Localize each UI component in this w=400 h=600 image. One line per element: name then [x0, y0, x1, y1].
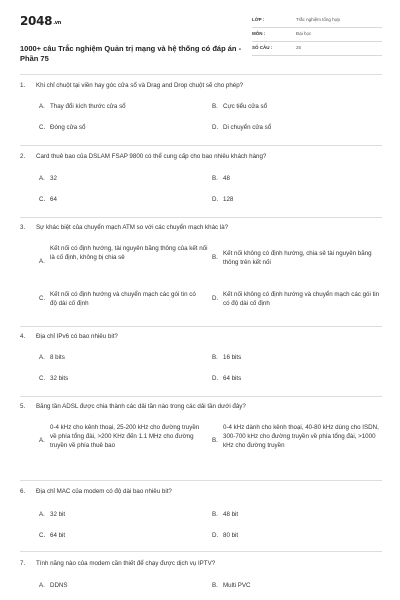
- option-text: DDNS: [50, 582, 68, 589]
- option-text: Kết nối có định hướng và chuyển mạch các gói tin có độ dài cố định: [50, 291, 196, 307]
- option-letter: B.: [212, 175, 218, 182]
- option-letter: A.: [39, 354, 45, 361]
- option-letter: A.: [39, 582, 45, 589]
- question-4: [20, 333, 382, 393]
- question-7: [20, 560, 382, 600]
- divider: [20, 396, 382, 397]
- question-text: [20, 82, 243, 89]
- meta-row-class: [252, 14, 382, 28]
- question-number: 3.: [20, 224, 26, 231]
- option-letter: A.: [39, 258, 45, 265]
- option-letter: D.: [212, 532, 219, 539]
- option-letter: D.: [212, 196, 219, 203]
- question-5: [20, 403, 382, 478]
- divider: [20, 145, 382, 146]
- option-letter: C.: [39, 532, 46, 539]
- question-label: Tính năng nào của modem cần thiết để chạy được dịch vụ IPTV?: [36, 560, 216, 567]
- option-text: Di chuyển cửa sổ: [223, 124, 272, 131]
- question-text: [20, 153, 266, 160]
- option-text: Thay đổi kích thước cửa sổ: [50, 103, 126, 110]
- meta-label: MÔN :: [252, 31, 266, 36]
- page-title: 1000+ câu Trắc nghiệm Quản trị mạng và hệ thống có đáp án - Phần 75: [20, 44, 242, 63]
- question-number: 6.: [20, 488, 26, 495]
- option-text: 64 bit: [50, 532, 66, 539]
- divider: [20, 326, 382, 327]
- question-label: Địa chỉ MAC của modem có độ dài bao nhiêu bit?: [36, 488, 172, 495]
- option-letter: B.: [212, 103, 218, 110]
- option-letter: C.: [39, 196, 46, 203]
- option-text: Cực tiểu cửa sổ: [223, 103, 268, 110]
- option-text: Kết nối không có định hướng và chuyển mạch các gói tin có độ dài cố định: [223, 291, 380, 307]
- option-text: 128: [223, 196, 234, 203]
- question-3: [20, 224, 382, 324]
- option-text: 32 bit: [50, 511, 66, 518]
- question-label: Card thuê bao của DSLAM FSAP 9800 có thể cung cấp cho bao nhiêu khách hàng?: [36, 153, 267, 160]
- meta-value: Trắc nghiệm tổng hợp: [296, 17, 341, 22]
- meta-value: Đại học: [296, 31, 312, 36]
- question-label: Băng tần ADSL được chia thành các dải tần nào trong các dải tần dưới đây?: [36, 403, 246, 410]
- option-text: 48: [223, 175, 230, 182]
- question-text: [20, 224, 228, 231]
- option-letter: B.: [212, 437, 218, 444]
- option-letter: D.: [212, 375, 219, 382]
- question-text: [20, 488, 172, 495]
- question-6: [20, 488, 382, 548]
- meta-table: [252, 14, 382, 56]
- option-letter: B.: [212, 354, 218, 361]
- logo-suffix: .vn: [53, 20, 62, 26]
- question-1: [20, 82, 382, 142]
- divider: [20, 74, 382, 75]
- option-text: 8 bits: [50, 354, 65, 361]
- option-text: 64 bits: [223, 375, 242, 382]
- option-text: 80 bit: [223, 532, 239, 539]
- option-letter: D.: [212, 295, 219, 302]
- question-text: [20, 560, 215, 567]
- option-letter: C.: [39, 375, 46, 382]
- question-number: 5.: [20, 403, 26, 410]
- document-header: [20, 14, 382, 64]
- option-text: 64: [50, 196, 57, 203]
- option-letter: B.: [212, 254, 218, 261]
- option-text: 32: [50, 175, 57, 182]
- option-letter: A.: [39, 437, 45, 444]
- divider: [20, 551, 382, 552]
- meta-row-subject: [252, 28, 382, 42]
- option-text: 16 bits: [223, 354, 242, 361]
- question-label: Khi chỉ chuột tại viền hay góc cửa sổ và Drag and Drop chuột sẽ cho phép?: [36, 82, 244, 89]
- option-text: 32 bits: [50, 375, 69, 382]
- divider: [20, 480, 382, 481]
- question-label: Sự khác biệt của chuyển mạch ATM so với các chuyển mạch khác là?: [36, 224, 229, 231]
- option-letter: B.: [212, 582, 218, 589]
- option-letter: A.: [39, 103, 45, 110]
- option-letter: C.: [39, 295, 46, 302]
- option-letter: A.: [39, 511, 45, 518]
- question-number: 2.: [20, 153, 26, 160]
- meta-label: SỐ CÂU :: [252, 45, 273, 50]
- option-text: Đóng cửa sổ: [50, 124, 86, 131]
- question-number: 1.: [20, 82, 26, 89]
- question-label: Địa chỉ IPv6 có bao nhiêu bit?: [36, 333, 118, 340]
- option-letter: A.: [39, 175, 45, 182]
- question-text: [20, 403, 246, 410]
- meta-label: LỚP :: [252, 17, 265, 22]
- option-text: 0-4 kHz cho kênh thoại, 25-200 kHz cho đường truyền về phía tổng đài, >200 KHz đến 1.1 MHz cho đường truyền về phía thuê bao: [50, 424, 200, 449]
- meta-value: 25: [296, 45, 302, 50]
- option-letter: D.: [212, 124, 219, 131]
- option-letter: B.: [212, 511, 218, 518]
- question-number: 4.: [20, 333, 26, 340]
- question-2: [20, 153, 382, 213]
- question-number: 7.: [20, 560, 26, 567]
- option-text: Kết nối không có định hướng, chia sẻ tài nguyên băng thông trên kết nối: [223, 250, 372, 266]
- option-text: 48 bit: [223, 511, 239, 518]
- divider: [20, 217, 382, 218]
- option-text: 0-4 kHz dành cho kênh thoại, 40-80 kHz dùng cho ISDN, 300-700 kHz cho đường truyền về phía tổng đài, >1000 kHz cho đường truyền: [223, 424, 379, 449]
- meta-row-count: [252, 42, 382, 56]
- question-text: [20, 333, 118, 340]
- option-letter: C.: [39, 124, 46, 131]
- site-logo[interactable]: [20, 14, 61, 28]
- option-text: Kết nối có định hướng, tài nguyên băng thông của kết nối là cố định, không bị chia sẻ: [50, 245, 208, 261]
- option-text: Multi PVC: [223, 582, 251, 589]
- logo-text: 2048: [20, 14, 53, 28]
